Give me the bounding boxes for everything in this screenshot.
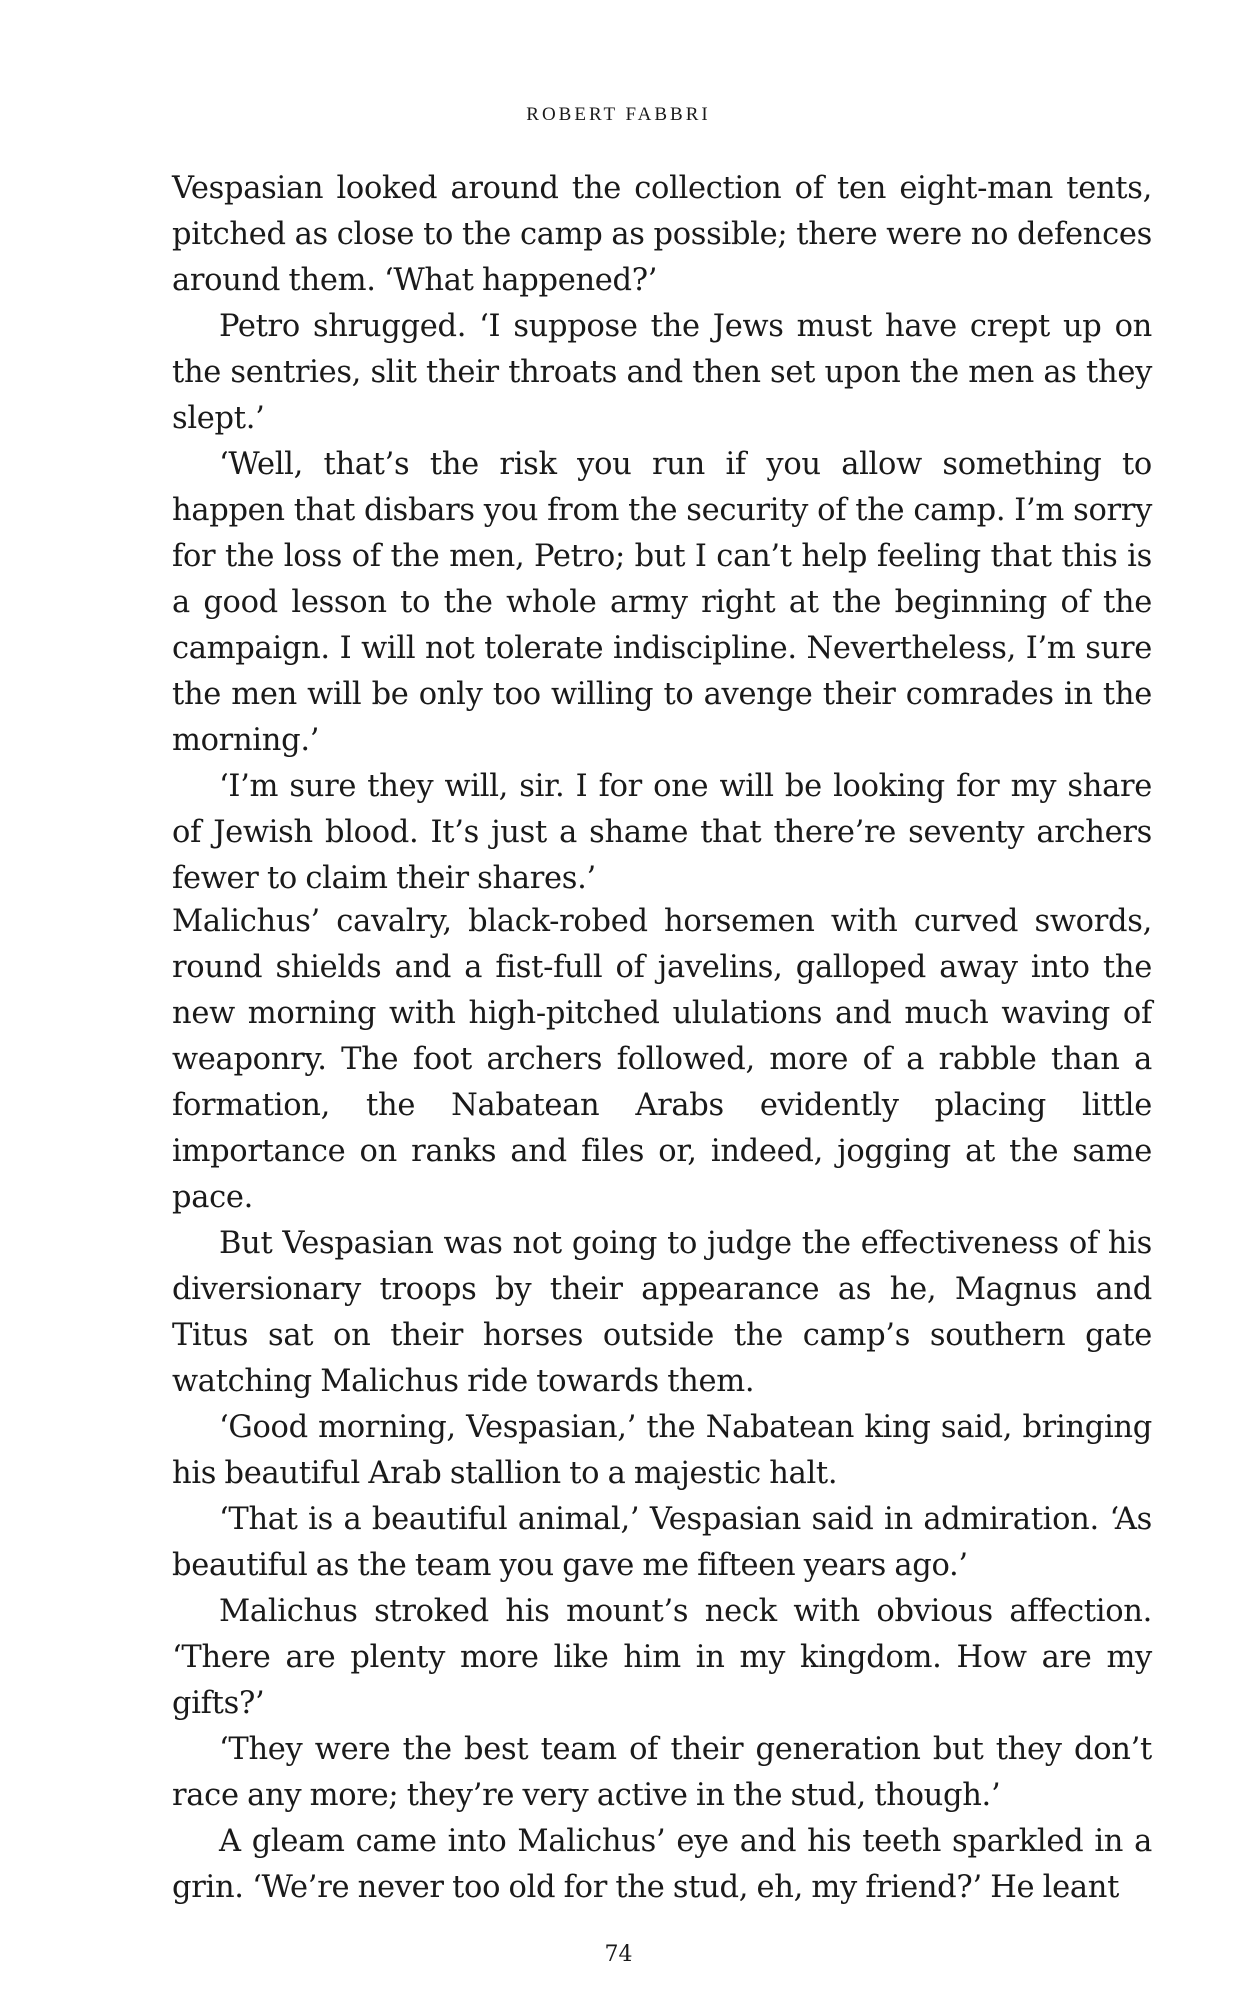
page-number: 74 xyxy=(604,1942,633,1967)
paragraph: ‘I’m sure they will, sir. I for one will be looking for my share of Jewish blood. It’s just a shame that there’re seventy archers fewer to claim their shares.’ xyxy=(172,769,1152,896)
paragraph: ‘Good morning, Vespasian,’ the Nabatean king said, bringing his beautiful Arab stallion to a majestic halt. xyxy=(172,1410,1152,1491)
paragraph: Vespasian looked around the collection of ten eight-man tents, pitched as close to the camp as possible; there were no defences around them. ‘What happened?’ xyxy=(172,171,1152,298)
paragraph: A gleam came into Malichus’ eye and his teeth sparkled in a grin. ‘We’re never too old for the stud, eh, my friend?’ He leant xyxy=(172,1824,1152,1905)
scene-2-text xyxy=(172,899,1152,1911)
paragraph: Malichus’ cavalry, black-robed horsemen with curved swords, round shields and a fist-full of javelins, galloped away into the new morning with high-pitched ululations and much waving of weaponry. The foot archers followed, more of a rabble than a formation, the Nabatean Arabs evidently placing little importance on ranks and files or, indeed, jogging at the same pace. xyxy=(172,904,1152,1215)
paragraph: But Vespasian was not going to judge the effectiveness of his diversionary troops by their appearance as he, Magnus and Titus sat on their horses outside the camp’s southern gate watching Malichus ride towards them. xyxy=(172,1226,1152,1399)
paragraph: ‘That is a beautiful animal,’ Vespasian said in admiration. ‘As beautiful as the team you gave me fifteen years ago.’ xyxy=(172,1502,1152,1583)
paragraph: Petro shrugged. ‘I suppose the Jews must have crept up on the sentries, slit their throats and then set upon the men as they slept.’ xyxy=(172,309,1152,436)
paragraph: ‘Well, that’s the risk you run if you allow something to happen that disbars you from the security of the camp. I’m sorry for the loss of the men, Petro; but I can’t help feeling that this is a good lesson to the whole army right at the beginning of the campaign. I will not tolerate indiscipline. Nevertheless, I’m sure the men will be only too willing to avenge their comrades in the morning.’ xyxy=(172,447,1152,758)
running-head: ROBERT FABBRI xyxy=(526,104,711,125)
paragraph: ‘They were the best team of their generation but they don’t race any more; they’re very active in the stud, though.’ xyxy=(172,1732,1152,1813)
scene-1-text xyxy=(172,166,1152,902)
paragraph: Malichus stroked his mount’s neck with obvious affection. ‘There are plenty more like him in my kingdom. How are my gifts?’ xyxy=(172,1594,1152,1721)
